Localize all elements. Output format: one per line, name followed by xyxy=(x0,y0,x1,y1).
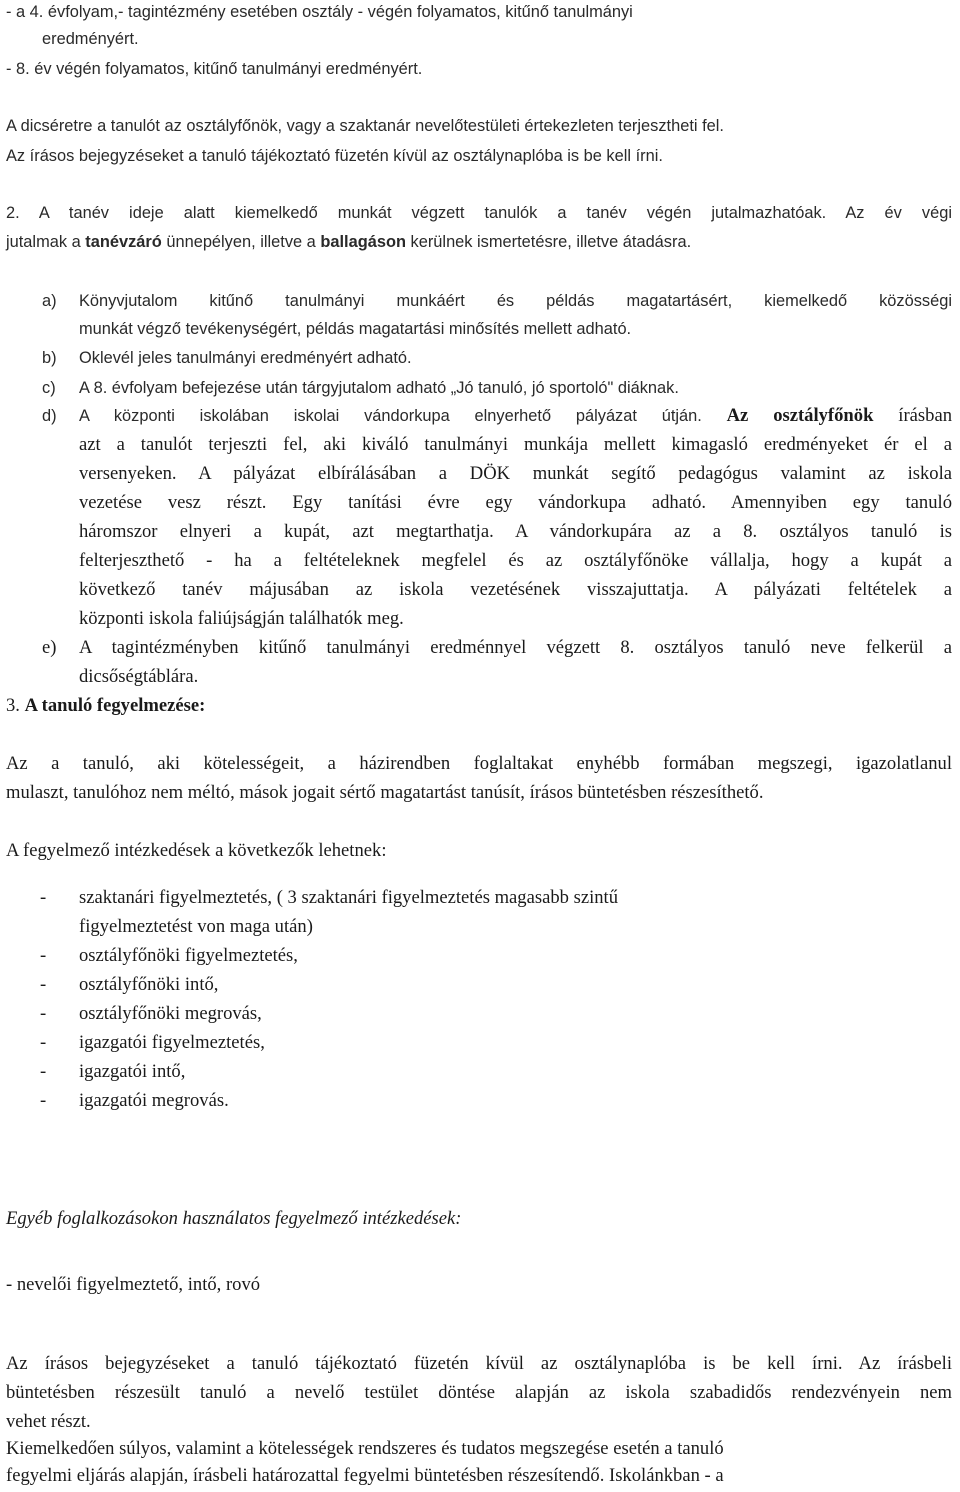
item-a-line: munkát végző tevékenységért, példás magatartási minősítés mellett adható. xyxy=(79,320,632,338)
final-paragraph-line: büntetésben részesült tanuló a nevelő testület döntése alapján az iskola szabadidős rendezvényein nem xyxy=(6,1382,952,1403)
final-paragraph-line: Kiemelkedően súlyos, valamint a kötelességek rendszeres és tudatos megszegése esetén a tanuló xyxy=(6,1438,724,1459)
discipline-paragraph-line: mulaszt, tanulóhoz nem méltó, mások jogait sértő magatartást tanúsít, írásos büntetésben részesíthető. xyxy=(6,782,764,803)
other-measures-heading: Egyéb foglalkozásokon használatos fegyelmező intézkedések: xyxy=(6,1208,462,1229)
item-c-line: A 8. évfolyam befejezése után tárgyjutalom adható „Jó tanuló, jó sportoló" diáknak. xyxy=(79,379,679,397)
measure-item-continuation: figyelmeztetést von maga után) xyxy=(79,916,313,937)
measure-item: osztályfőnöki megrovás, xyxy=(79,1003,262,1024)
top-list-line: - a 4. évfolyam,- tagintézmény esetében osztály - végén folyamatos, kitűnő tanulmányi xyxy=(6,3,633,21)
discipline-paragraph-line: Az a tanuló, aki kötelességeit, a házirendben foglaltakat enyhébb formában megszegi, igazolatlanul xyxy=(6,753,952,774)
measure-item: osztályfőnöki intő, xyxy=(79,974,219,995)
item-d-line: vezetése vesz részt. Egy tanítási évre egy vándorkupa adható. Amennyiben egy tanuló xyxy=(79,492,952,513)
list-bullet: - xyxy=(40,1090,47,1111)
list-bullet: - xyxy=(40,887,47,908)
measure-item: igazgatói figyelmeztetés, xyxy=(79,1032,265,1053)
measure-item: szaktanári figyelmeztetés, ( 3 szaktanári figyelmeztetés magasabb szintű xyxy=(79,887,618,908)
praise-paragraph-line: Az írásos bejegyzéseket a tanuló tájékoztató füzetén kívül az osztálynaplóba is be kell írni. xyxy=(6,147,663,165)
final-paragraph-line: vehet részt. xyxy=(6,1411,91,1432)
section-2-line: jutalmak a tanévzáró ünnepélyen, illetve a ballagáson kerülnek ismertetésre, illetve átadásra. xyxy=(6,233,692,251)
item-d-line: azt a tanulót terjeszti fel, aki kiváló tanulmányi munkája mellett kimagasló eredményeket ér el a xyxy=(79,434,952,455)
list-bullet: - xyxy=(40,945,47,966)
other-measures-item: - nevelői figyelmeztető, intő, rovó xyxy=(6,1274,261,1295)
measure-item: igazgatói megrovás. xyxy=(79,1090,229,1111)
praise-paragraph-line: A dicséretre a tanulót az osztályfőnök, vagy a szaktanár nevelőtestületi értekezleten terjesztheti fel. xyxy=(6,117,724,135)
measure-item: osztályfőnöki figyelmeztetés, xyxy=(79,945,298,966)
item-a-line: Könyvjutalom kitűnő tanulmányi munkáért és példás magatartásért, kiemelkedő közösségi xyxy=(79,292,952,310)
section-2-line: 2. A tanév ideje alatt kiemelkedő munkát végzett tanulók a tanév végén jutalmazhatóak. Az év végi xyxy=(6,204,952,222)
list-bullet: - xyxy=(40,974,47,995)
list-bullet: - xyxy=(40,1061,47,1082)
item-e-line: dicsőségtáblára. xyxy=(79,666,199,687)
final-paragraph-line: Az írásos bejegyzéseket a tanuló tájékoztató füzetén kívül az osztálynaplóba is be kell írni. Az írásbeli xyxy=(6,1353,952,1374)
item-marker: e) xyxy=(42,637,57,658)
item-d-line: felterjeszthető - ha a feltételeknek megfelel és az osztályfőnöke vállalja, hogy a kupát a xyxy=(79,550,952,571)
item-marker: c) xyxy=(42,379,56,397)
item-marker: a) xyxy=(42,292,57,310)
list-bullet: - xyxy=(40,1032,47,1053)
final-paragraph-line: fegyelmi eljárás alapján, írásbeli határozattal fegyelmi büntetésben részesítendő. Iskolánkban - a xyxy=(6,1465,724,1486)
bold-term: ballagáson xyxy=(320,233,406,251)
item-d-line: versenyeken. A pályázat elbírálásában a DÖK munkát segítő pedagógus valamint az iskola xyxy=(79,463,952,484)
measure-item: igazgatói intő, xyxy=(79,1061,186,1082)
item-d-line: következő tanév májusában az iskola vezetésének visszajuttatja. A pályázati feltételek a xyxy=(79,579,952,600)
item-d-line: háromszor elnyeri a kupát, azt megtarthatja. A vándorkupára az a 8. osztályos tanuló is xyxy=(79,521,952,542)
section-3-heading: 3. A tanuló fegyelmezése: xyxy=(6,695,206,716)
bold-term: tanévzáró xyxy=(85,233,162,251)
bold-term: Az osztályfőnök xyxy=(726,405,874,426)
item-d-line: központi iskola faliújságján találhatók meg. xyxy=(79,608,404,629)
item-marker: b) xyxy=(42,349,57,367)
item-marker: d) xyxy=(42,407,57,425)
item-d-line: A központi iskolában iskolai vándorkupa elnyerhető pályázat útján. Az osztályfőnök írásban xyxy=(79,405,952,426)
list-bullet: - xyxy=(40,1003,47,1024)
top-list-line: eredményért. xyxy=(42,30,139,48)
item-e-line: A tagintézményben kitűnő tanulmányi eredménnyel végzett 8. osztályos tanuló neve felkerül a xyxy=(79,637,952,658)
top-list-line: - 8. év végén folyamatos, kitűnő tanulmányi eredményért. xyxy=(6,60,423,78)
measures-intro: A fegyelmező intézkedések a következők lehetnek: xyxy=(6,840,387,861)
item-b-line: Oklevél jeles tanulmányi eredményért adható. xyxy=(79,349,412,367)
